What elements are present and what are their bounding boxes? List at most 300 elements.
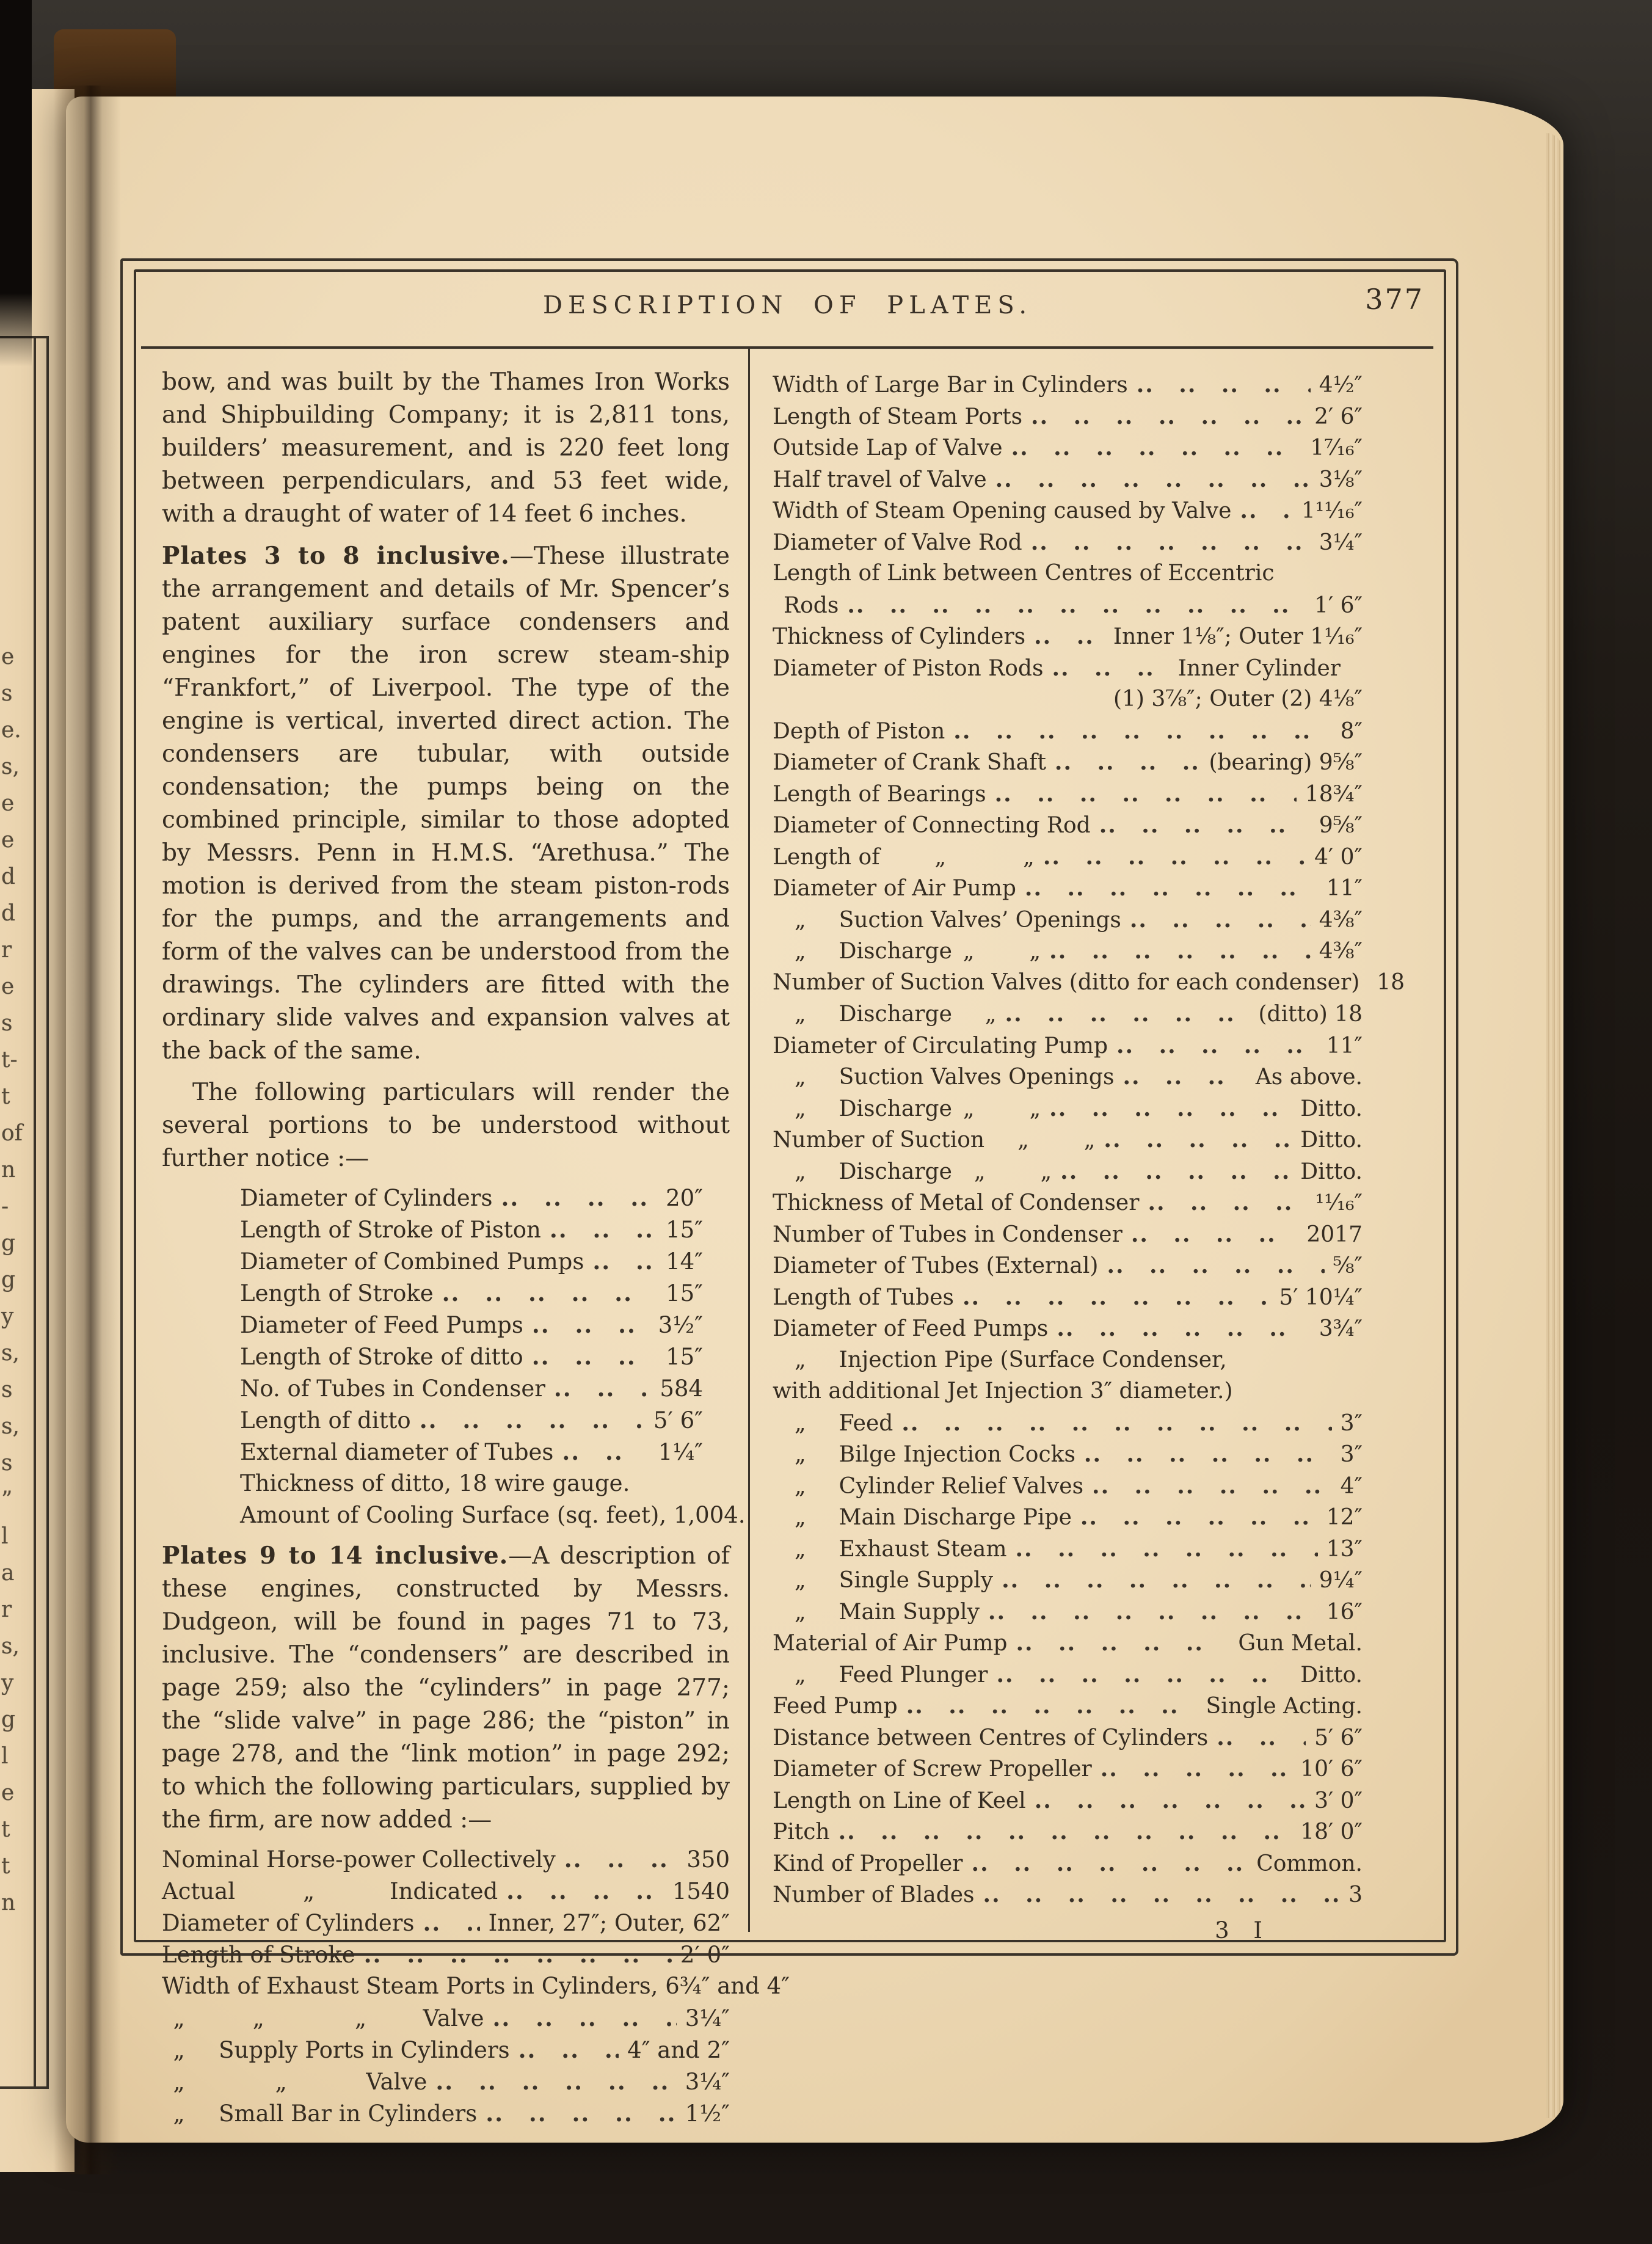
spec-row	[773, 812, 1363, 844]
paragraph-text: —A description of these engines, constructed by Messrs. Dudgeon, will be found in pages 71 to 73, inclusive. The “condensers” are described in page 259; also the “cylinders” in page 277; the “slide valve” in page 286; the “piston” in page 278, and the “link motion” in page 292; to which the following particulars, supplied by the firm, are now added :—	[162, 1542, 730, 1834]
spec-row	[162, 1970, 790, 2002]
spec-row	[773, 498, 1363, 530]
spec-value: 10′ 6″	[1300, 1757, 1363, 1782]
dot-leader	[486, 2097, 677, 2130]
spec-value: 5′ 6″	[1314, 1725, 1363, 1750]
partial-letter: r	[1, 1597, 12, 1622]
spec-row	[773, 1253, 1363, 1284]
spec-row	[773, 1504, 1363, 1536]
spec-value: 3′ 0″	[1314, 1788, 1363, 1813]
corner-shadow	[0, 0, 32, 366]
spec-label: „ Injection Pipe (Surface Condenser,	[773, 1347, 1227, 1372]
spec-row	[162, 2065, 730, 2097]
spec-value: 4″	[1340, 1473, 1363, 1499]
dot-leader	[1016, 1630, 1229, 1656]
partial-letter: t	[1, 1817, 10, 1842]
spec-row	[773, 875, 1363, 907]
spec-row	[773, 907, 1363, 939]
spec-value: 8″	[1340, 718, 1363, 744]
dot-leader	[995, 467, 1311, 492]
dot-leader	[1043, 844, 1306, 870]
paragraph: bow, and was built by the Thames Iron Works and Shipbuilding Company; it is 2,811 tons, builders’ measurement, and is 220 feet long between perpendiculars, and 53 feet wide, with a draught of water of 14 feet 6 inches.	[162, 368, 730, 528]
spec-label: Diameter of Air Pump	[773, 876, 1016, 901]
spec-label: Thickness of Cylinders	[773, 624, 1026, 649]
partial-letter: t-	[1, 1047, 18, 1073]
partial-letter: r	[1, 938, 12, 963]
spec-value: 14″	[666, 1248, 703, 1275]
dot-leader	[983, 1882, 1341, 1907]
spec-label: Length of Link between Centres of Eccentric	[773, 561, 1275, 586]
partial-letter: s	[1, 1451, 13, 1476]
spec-label: Length of Tubes	[773, 1284, 954, 1310]
spec-row	[773, 1033, 1363, 1065]
dot-leader	[435, 2065, 676, 2099]
spec-row	[773, 938, 1363, 970]
page-edge-stack	[1546, 133, 1562, 2118]
spec-value: 3⅛″	[1319, 467, 1363, 492]
spec-row	[773, 1725, 1363, 1757]
spec-value: Inner, 27″; Outer, 62″	[488, 1910, 730, 1936]
spec-value: 12″	[1326, 1505, 1363, 1530]
dot-leader	[1025, 875, 1318, 901]
spec-row	[773, 1410, 1363, 1442]
spec-label: Length of Stroke of Piston	[240, 1217, 541, 1243]
spec-label: Length of Steam Ports	[773, 404, 1023, 429]
spec-value: 15″	[666, 1344, 703, 1370]
partial-letter: d	[1, 901, 16, 926]
spec-row	[240, 1372, 703, 1404]
dot-leader	[1107, 1253, 1324, 1278]
spec-label: Width of Exhaust Steam Ports in Cylinders, 6¾″ and 4″	[162, 1973, 790, 1999]
spec-label: No. of Tubes in Condenser	[240, 1375, 545, 1402]
spec-value: 5′ 6″	[653, 1407, 703, 1433]
spec-label: Length of Stroke	[240, 1280, 434, 1306]
spec-value: 15″	[666, 1280, 703, 1306]
page-content	[134, 269, 1441, 2127]
dot-leader	[1092, 1473, 1332, 1499]
spec-label: Half travel of Valve	[773, 467, 987, 492]
spec-row	[162, 2002, 730, 2033]
spec-table	[773, 372, 1405, 1914]
spec-row	[773, 1630, 1363, 1662]
spec-row	[773, 592, 1363, 624]
partial-letter: y	[1, 1304, 14, 1329]
spec-label: Length of Bearings	[773, 781, 986, 807]
spec-label: Distance between Centres of Cylinders	[773, 1725, 1209, 1750]
spec-label: „ Bilge Injection Cocks	[773, 1442, 1075, 1467]
spec-label: Number of Suction „ „	[773, 1127, 1096, 1153]
spec-label: „ Discharge „ „	[773, 1159, 1052, 1184]
spec-row	[773, 1567, 1363, 1599]
paragraph	[162, 1539, 730, 1837]
spec-label: „ Discharge „	[773, 1002, 997, 1027]
dot-leader	[962, 1284, 1270, 1310]
partial-letter: l	[1, 1524, 9, 1549]
spec-value: ⅝″	[1333, 1253, 1363, 1278]
spec-value: 1¹¹⁄₁₆″	[1301, 498, 1363, 523]
dot-leader	[1031, 530, 1311, 555]
spec-row	[240, 1308, 703, 1340]
spec-label: Diameter of Combined Pumps	[240, 1248, 584, 1275]
spec-row	[773, 372, 1363, 404]
dot-leader	[1084, 1441, 1332, 1467]
spec-value: Ditto.	[1300, 1127, 1363, 1153]
spec-label: Length on Line of Keel	[773, 1788, 1026, 1813]
spec-label: Nominal Horse-power Collectively	[162, 1846, 556, 1873]
spec-row	[773, 435, 1363, 467]
spec-row	[773, 1347, 1363, 1379]
spec-value: 3¼″	[1319, 530, 1363, 555]
dot-leader	[592, 1245, 657, 1278]
spec-value: 3¾″	[1319, 1316, 1363, 1341]
spec-label: Amount of Cooling Surface (sq. feet), 1,004.	[240, 1502, 746, 1528]
spec-value: 3″	[1340, 1410, 1363, 1436]
spec-label: Length of „ „	[773, 844, 1035, 870]
spec-label: Width of Large Bar in Cylinders	[773, 373, 1128, 398]
facing-page-partial-letters	[1, 639, 28, 1922]
gutter-shadow	[54, 86, 121, 2174]
spec-value: Inner Cylinder	[1177, 655, 1363, 681]
dot-leader	[1057, 1316, 1310, 1341]
spec-label: „ Main Discharge Pipe	[773, 1505, 1072, 1530]
spec-row	[773, 1316, 1363, 1347]
spec-row	[773, 1379, 1363, 1410]
dot-leader	[420, 1404, 645, 1437]
spec-value: 3¼″	[685, 2005, 730, 2031]
dot-leader	[1116, 1033, 1318, 1058]
spec-label: Diameter of Crank Shaft	[773, 750, 1046, 775]
dot-leader	[564, 1843, 679, 1876]
spec-label: „ „ Valve	[162, 2069, 428, 2095]
dot-leader	[532, 1340, 657, 1374]
plate-heading: Plates 9 to 14 inclusive.	[162, 1542, 509, 1570]
facing-page-frame-rule	[46, 338, 49, 2086]
spec-label: Number of Tubes in Condenser	[773, 1222, 1123, 1247]
spec-value: 9⅝″	[1319, 813, 1363, 838]
spec-table	[162, 1181, 746, 1531]
spec-row	[773, 1001, 1363, 1033]
spec-row	[773, 530, 1363, 561]
dot-leader	[1060, 1159, 1292, 1184]
spec-label: „ Feed	[773, 1410, 893, 1436]
spec-row	[773, 844, 1363, 876]
partial-letter: -	[1, 1194, 9, 1219]
spec-row	[773, 1190, 1363, 1222]
spec-label: „ Main Supply	[773, 1599, 980, 1625]
spec-row	[773, 1756, 1363, 1788]
dot-leader	[1130, 907, 1311, 933]
spec-label: External diameter of Tubes	[240, 1439, 554, 1465]
spec-value: 3¼″	[685, 2069, 730, 2095]
spec-label: Diameter of Cylinders	[240, 1185, 493, 1211]
partial-letter: s,	[1, 1634, 20, 1659]
spec-value: Ditto.	[1300, 1159, 1363, 1184]
spec-row	[240, 1277, 703, 1308]
spec-label: Diameter of Tubes (External)	[773, 1253, 1099, 1278]
spec-row	[162, 1843, 730, 1874]
spec-value: (bearing) 9⅝″	[1209, 750, 1363, 775]
spec-value: 3	[1348, 1882, 1363, 1907]
dot-leader	[988, 1599, 1318, 1625]
dot-leader	[493, 2002, 677, 2035]
dot-leader	[1131, 1222, 1298, 1247]
spec-row	[240, 1245, 703, 1277]
partial-letter: e	[1, 644, 15, 669]
spec-row	[240, 1467, 703, 1499]
partial-letter: e	[1, 1780, 15, 1805]
spec-row	[773, 687, 1363, 718]
dot-leader	[1101, 1756, 1292, 1782]
spec-value: 4⅜″	[1319, 939, 1363, 964]
spec-row	[773, 1284, 1363, 1316]
spec-label: Pitch	[773, 1820, 830, 1845]
spec-row	[773, 1441, 1363, 1473]
partial-letter: g	[1, 1267, 16, 1292]
spec-value: Ditto.	[1300, 1662, 1363, 1688]
dot-leader	[1148, 1190, 1306, 1215]
spec-row	[773, 1536, 1363, 1568]
dot-leader	[1005, 1001, 1250, 1027]
spec-row	[240, 1340, 703, 1372]
paragraph-text: —These illustrate the arrangement and details of Mr. Spencer’s patent auxiliary surface condensers and engines for the iron screw steam-ship “Frankfort,” of Liverpool. The type of the engine is vertical, inverted direct action. The condensers are tubular, with outside condensation; the pumps being on the combined principle, similar to those adopted by Messrs. Penn in H.M.S. “Arethusa.” The motion is derived from the steam piston-rods for the pumps, and the arrangements and form of the valves can be understood from the drawings. The cylinders are fitted with the ordinary slide valves and expansion valves at the back of the same.	[162, 542, 730, 1065]
dot-leader	[532, 1308, 650, 1342]
dot-leader	[953, 718, 1331, 744]
dot-leader	[442, 1277, 657, 1310]
dot-leader	[1035, 1788, 1306, 1813]
spec-value: 18	[1377, 969, 1405, 995]
spec-row	[773, 467, 1363, 498]
dot-leader	[972, 1851, 1248, 1876]
spec-label: Feed Pump	[773, 1694, 898, 1719]
spec-label: Width of Steam Opening caused by Valve	[773, 498, 1232, 523]
partial-letter: d	[1, 864, 16, 889]
dot-leader	[1104, 1127, 1292, 1153]
spec-label: Thickness of Metal of Condenser	[773, 1190, 1140, 1215]
spec-value: 18¾″	[1304, 781, 1363, 807]
spec-row	[162, 2033, 730, 2065]
spec-row	[773, 749, 1363, 781]
spec-label: Diameter of Valve Rod	[773, 530, 1022, 555]
spec-label: „ Exhaust Steam	[773, 1536, 1007, 1562]
spec-label: Length of ditto	[240, 1407, 411, 1433]
spec-value: 3½″	[658, 1312, 703, 1338]
partial-letter: t	[1, 1084, 10, 1109]
spec-value: 1⁷⁄₁₆″	[1310, 435, 1363, 461]
spec-value: ¹¹⁄₁₆″	[1315, 1190, 1363, 1215]
spec-label: „ Single Supply	[773, 1568, 994, 1593]
spec-value: 11″	[1326, 876, 1363, 901]
dot-leader	[1052, 655, 1169, 681]
partial-letter: l	[1, 1744, 9, 1769]
dot-leader	[550, 1213, 657, 1247]
partial-letter: a	[1, 1561, 15, 1586]
spec-row	[773, 1127, 1363, 1159]
partial-letter: s	[1, 1377, 13, 1402]
paragraph	[162, 539, 730, 1068]
spec-label: Length of Stroke of ditto	[240, 1344, 523, 1370]
spec-row	[773, 1788, 1363, 1820]
spec-label: Diameter of Screw Propeller	[773, 1757, 1092, 1782]
spec-value: 2017	[1306, 1222, 1363, 1247]
spec-value: 15″	[666, 1217, 703, 1243]
partial-letter: y	[1, 1670, 14, 1696]
spec-label: „ Suction Valves Openings	[773, 1065, 1115, 1090]
dot-leader	[839, 1819, 1292, 1845]
dot-leader	[1049, 938, 1311, 964]
dot-leader	[506, 1874, 664, 1908]
spec-label: Diameter of Circulating Pump	[773, 1033, 1108, 1058]
spec-value: 13″	[1326, 1536, 1363, 1562]
dot-leader	[1240, 498, 1293, 523]
spec-label: Kind of Propeller	[773, 1851, 963, 1876]
partial-letter: e.	[1, 718, 21, 743]
dot-leader	[1123, 1064, 1246, 1090]
spec-value: Ditto.	[1300, 1096, 1363, 1121]
dot-leader	[554, 1372, 651, 1405]
dot-leader	[1034, 624, 1105, 649]
spec-value: 4⅜″	[1319, 907, 1363, 933]
partial-letter: s,	[1, 1341, 20, 1366]
dot-leader	[562, 1435, 649, 1469]
spec-value: 4′ 0″	[1314, 844, 1363, 870]
spec-label: Rods	[773, 592, 839, 618]
spec-value: 3″	[1340, 1442, 1363, 1467]
partial-letter: s	[1, 1011, 13, 1036]
partial-letter: s	[1, 681, 13, 706]
partial-letter: e	[1, 791, 15, 816]
spec-label: with additional Jet Injection 3″ diameter.)	[773, 1379, 1233, 1404]
running-head	[134, 269, 1441, 343]
spec-value: 16″	[1326, 1599, 1363, 1625]
dot-leader	[1055, 749, 1201, 775]
partial-letter: s,	[1, 754, 20, 779]
dot-leader	[364, 1938, 672, 1972]
dot-leader	[1217, 1725, 1306, 1750]
spec-label: Diameter of Piston Rods	[773, 655, 1044, 681]
dot-leader	[1049, 1096, 1292, 1121]
spec-label: „ Supply Ports in Cylinders	[162, 2037, 510, 2063]
spec-row	[162, 1874, 730, 1906]
header-rule	[141, 346, 1433, 349]
spec-row	[773, 624, 1363, 655]
spec-row	[773, 1882, 1363, 1914]
dot-leader	[519, 2033, 619, 2067]
spec-label: „ „ „ Valve	[162, 2005, 484, 2031]
spec-value: 18′ 0″	[1300, 1820, 1363, 1845]
spec-label: Diameter of Cylinders	[162, 1910, 415, 1936]
dot-leader	[847, 592, 1306, 618]
book-page	[66, 97, 1563, 2143]
spec-row	[773, 655, 1363, 687]
dot-leader	[996, 1662, 1292, 1688]
dot-leader	[1031, 404, 1306, 429]
left-column	[162, 366, 790, 2129]
spec-row	[773, 969, 1405, 1002]
dot-leader	[1099, 812, 1311, 838]
spec-label: „ Discharge „ „	[773, 939, 1041, 964]
column-divider	[748, 348, 750, 1932]
spec-value: 350	[686, 1846, 730, 1873]
facing-page-frame-rule	[34, 338, 36, 2086]
spec-row	[773, 1662, 1363, 1694]
spec-row	[773, 1819, 1363, 1851]
partial-letter: t	[1, 1854, 10, 1879]
spec-value: 1540	[672, 1878, 730, 1904]
spec-label: „ Cylinder Relief Valves	[773, 1473, 1084, 1499]
spec-label: Diameter of Feed Pumps	[773, 1316, 1049, 1341]
spec-row	[773, 1851, 1363, 1882]
spec-row	[162, 1906, 730, 1938]
dot-leader	[1002, 1567, 1311, 1593]
spec-label: „ Discharge „ „	[773, 1096, 1041, 1121]
spec-row	[773, 1693, 1363, 1725]
dot-leader	[501, 1181, 657, 1215]
spec-label: Length of Stroke	[162, 1942, 355, 1968]
spec-value: 2′ 6″	[1314, 404, 1363, 429]
spec-value: 11″	[1326, 1033, 1363, 1058]
spec-label: Thickness of ditto, 18 wire gauge.	[240, 1470, 630, 1496]
spec-row	[773, 1599, 1363, 1631]
spec-label: „ Suction Valves’ Openings	[773, 907, 1121, 933]
spec-row	[162, 2097, 730, 2129]
spec-row	[240, 1499, 746, 1531]
spec-row	[240, 1435, 703, 1467]
page-title: DESCRIPTION OF PLATES.	[542, 291, 1033, 319]
spec-label: Material of Air Pump	[773, 1631, 1008, 1656]
right-column	[773, 366, 1405, 1943]
dot-leader	[1015, 1536, 1317, 1562]
spec-value: 2′ 0″	[680, 1942, 730, 1968]
spec-row	[240, 1404, 703, 1435]
spec-value: 1½″	[685, 2100, 730, 2127]
dot-leader	[1080, 1504, 1318, 1530]
spec-row	[773, 781, 1363, 813]
spec-value: 9¼″	[1319, 1568, 1363, 1593]
spec-value: Common.	[1256, 1851, 1363, 1876]
spec-value: (ditto) 18	[1258, 1002, 1363, 1027]
dot-leader	[901, 1410, 1331, 1436]
spec-row	[240, 1181, 703, 1213]
dot-leader	[906, 1693, 1198, 1719]
spec-row	[240, 1213, 703, 1245]
spec-row	[773, 1096, 1363, 1127]
dot-leader	[423, 1906, 479, 1940]
spec-row	[162, 1938, 730, 1970]
spec-label: Outside Lap of Valve	[773, 435, 1003, 461]
spec-row	[773, 404, 1363, 435]
spec-row	[773, 561, 1363, 592]
spec-label: Diameter of Connecting Rod	[773, 813, 1091, 838]
spec-label: Number of Suction Valves (ditto for each condenser)	[773, 969, 1360, 995]
spec-label: Depth of Piston	[773, 718, 945, 744]
spec-value: 20″	[666, 1185, 703, 1211]
spec-value: 1′ 6″	[1314, 592, 1363, 618]
spec-label: Actual „ Indicated	[162, 1878, 498, 1904]
spec-row	[773, 1159, 1363, 1190]
spec-label: „ Feed Plunger	[773, 1662, 988, 1688]
spec-value: 1¼″	[658, 1439, 703, 1465]
spec-label: Number of Blades	[773, 1882, 975, 1907]
spec-row	[773, 1222, 1363, 1253]
partial-letter: e	[1, 828, 15, 853]
spec-value: 584	[660, 1375, 703, 1402]
spec-value: Gun Metal.	[1238, 1631, 1363, 1656]
spec-row	[773, 718, 1363, 750]
spec-label: „ Small Bar in Cylinders	[162, 2100, 478, 2127]
spec-value: 5′ 10¼″	[1279, 1284, 1363, 1310]
spec-row	[773, 1064, 1363, 1096]
spec-value: 4″ and 2″	[627, 2037, 730, 2063]
